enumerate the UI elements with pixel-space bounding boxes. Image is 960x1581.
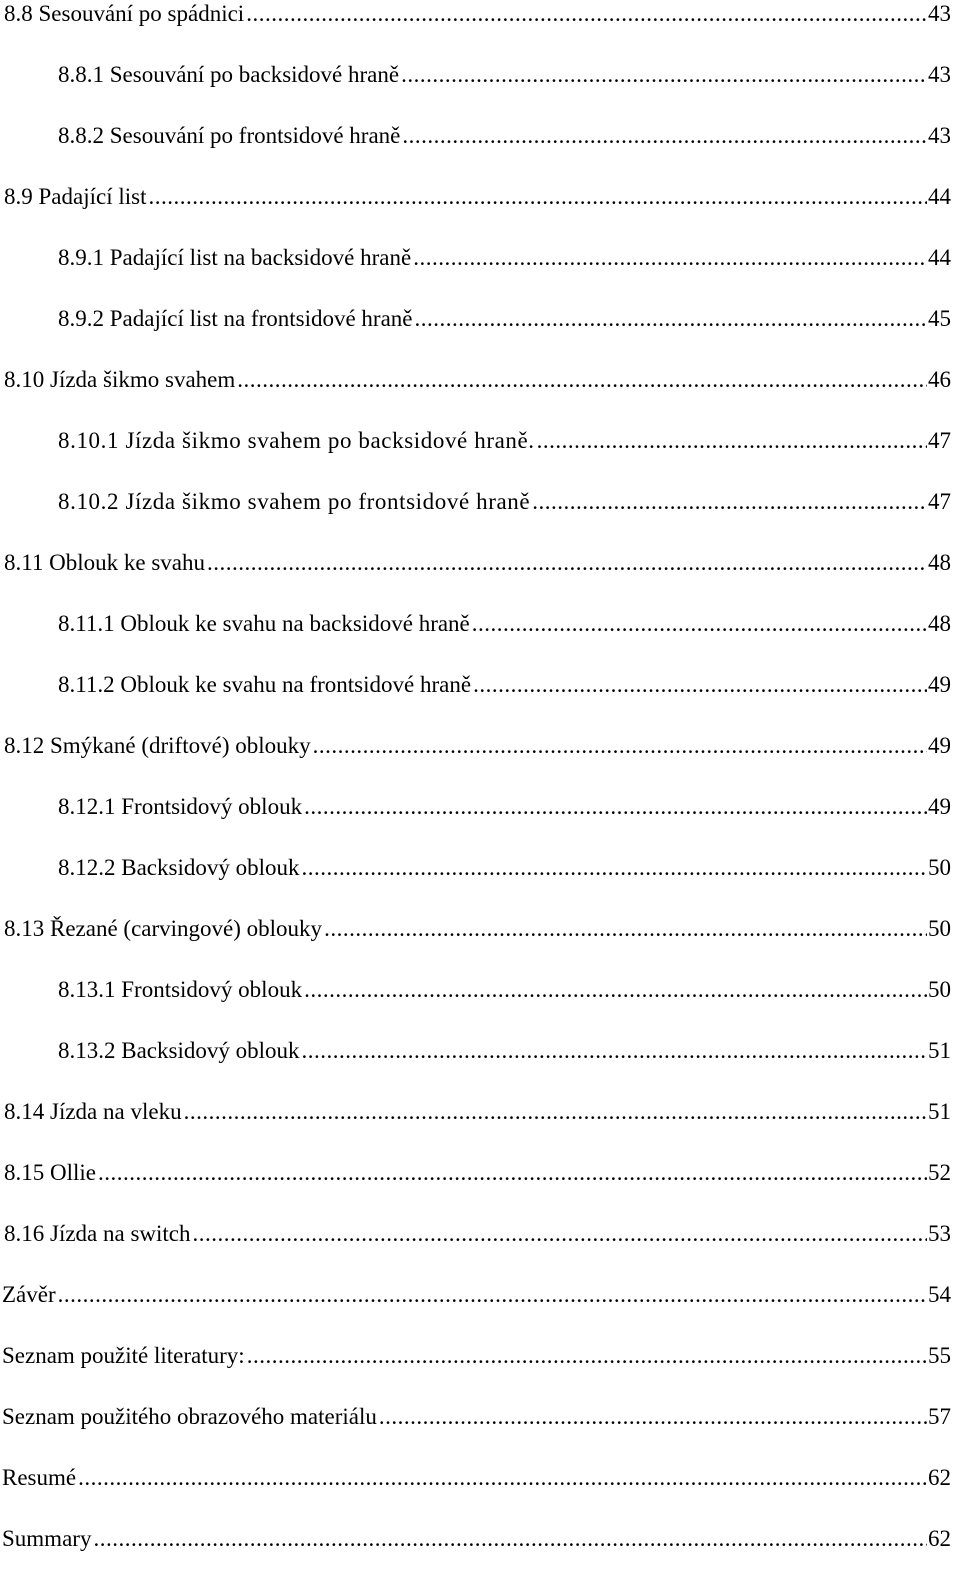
toc-entry-label: 8.15 Ollie [4, 1160, 96, 1185]
toc-entry-label: 8.10.2 Jízda šikmo svahem po frontsidové hraně [58, 489, 531, 514]
dot-leader [537, 421, 927, 461]
toc-entry[interactable] [4, 0, 951, 34]
dot-leader [313, 726, 927, 766]
dot-leader [98, 1153, 927, 1193]
toc-entry[interactable] [4, 1153, 951, 1193]
toc-entry[interactable] [4, 360, 951, 400]
toc-entry-label: Závěr [2, 1282, 56, 1307]
toc-entry-label: 8.8.2 Sesouvání po frontsidové hraně [58, 123, 401, 148]
dot-leader [472, 604, 927, 644]
toc-entry[interactable] [2, 1519, 951, 1559]
toc-entry-page: 50 [928, 977, 951, 1002]
toc-entry[interactable] [4, 543, 951, 583]
dot-leader [302, 1031, 928, 1071]
toc-entry[interactable] [58, 848, 951, 888]
toc-entry[interactable] [4, 1092, 951, 1132]
toc-entry[interactable] [58, 604, 951, 644]
toc-entry-label: 8.11.1 Oblouk ke svahu na backsidové hraně [58, 611, 470, 636]
dot-leader [302, 848, 928, 888]
toc-entry-page: 46 [928, 367, 951, 392]
toc-entry-page: 48 [928, 550, 951, 575]
toc-entry[interactable] [58, 55, 951, 95]
toc-entry[interactable] [58, 665, 951, 705]
toc-entry[interactable] [58, 299, 951, 339]
toc-entry-label: Seznam použité literatury: [2, 1343, 245, 1368]
dot-leader [148, 177, 927, 217]
dot-leader [237, 360, 927, 400]
toc-entry-page: 47 [928, 428, 951, 453]
toc-entry-page: 50 [928, 916, 951, 941]
toc-entry-label: 8.12 Smýkané (driftové) oblouky [4, 733, 311, 758]
toc-entry-page: 44 [928, 184, 951, 209]
toc-entry-page: 48 [928, 611, 951, 636]
dot-leader [304, 970, 927, 1010]
toc-entry-page: 49 [928, 794, 951, 819]
toc-entry-page: 47 [928, 489, 951, 514]
toc-entry[interactable] [58, 482, 951, 522]
toc-entry[interactable] [2, 1397, 951, 1437]
toc-entry[interactable] [58, 116, 951, 156]
toc-entry-label: 8.10.1 Jízda šikmo svahem po backsidové hraně. [58, 428, 535, 453]
toc-entry-label: 8.8.1 Sesouvání po backsidové hraně [58, 62, 400, 87]
toc-entry[interactable] [58, 238, 951, 278]
dot-leader [324, 909, 927, 949]
toc-entry-page: 49 [928, 733, 951, 758]
toc-entry-page: 55 [928, 1343, 951, 1368]
dot-leader [93, 1519, 927, 1559]
toc-entry[interactable] [2, 1275, 951, 1315]
dot-leader [379, 1397, 927, 1437]
toc-entry-page: 49 [928, 672, 951, 697]
toc-entry-label: Summary [2, 1526, 92, 1551]
dot-leader [415, 299, 927, 339]
dot-leader [413, 238, 927, 278]
toc-entry[interactable] [2, 1458, 951, 1498]
toc-entry-label: 8.9 Padající list [4, 184, 147, 209]
dot-leader [247, 1336, 927, 1376]
toc-entry[interactable] [4, 726, 951, 766]
toc-entry[interactable] [58, 970, 951, 1010]
dot-leader [78, 1458, 927, 1498]
dot-leader [473, 665, 927, 705]
toc-entry-page: 43 [928, 123, 951, 148]
toc-entry-page: 45 [928, 306, 951, 331]
toc-entry-page: 51 [928, 1038, 951, 1063]
toc-entry-label: 8.11 Oblouk ke svahu [4, 550, 206, 575]
toc-entry-label: 8.13.1 Frontsidový oblouk [58, 977, 303, 1002]
dot-leader [402, 116, 927, 156]
toc-entry[interactable] [58, 787, 951, 827]
dot-leader [401, 55, 927, 95]
dot-leader [246, 0, 927, 34]
toc-entry-page: 43 [928, 62, 951, 87]
toc-entry-page: 50 [928, 855, 951, 880]
toc-entry-page: 52 [928, 1160, 951, 1185]
toc-entry[interactable] [4, 1214, 951, 1254]
toc-entry[interactable] [2, 1336, 951, 1376]
toc-entry-page: 51 [928, 1099, 951, 1124]
toc-entry-page: 62 [928, 1465, 951, 1490]
toc-entry[interactable] [58, 1031, 951, 1071]
toc-entry-page: 44 [928, 245, 951, 270]
toc-entry-page: 62 [928, 1526, 951, 1551]
toc-entry-page: 57 [928, 1404, 951, 1429]
toc-entry-label: 8.9.1 Padající list na backsidové hraně [58, 245, 412, 270]
toc-entry-label: 8.10 Jízda šikmo svahem [4, 367, 236, 392]
toc-entry-page: 43 [928, 1, 951, 26]
dot-leader [207, 543, 927, 583]
toc-entry-label: 8.12.1 Frontsidový oblouk [58, 794, 303, 819]
toc-entry-label: Resumé [2, 1465, 77, 1490]
toc-entry-label: 8.9.2 Padající list na frontsidové hraně [58, 306, 413, 331]
toc-entry-label: 8.13 Řezané (carvingové) oblouky [4, 916, 323, 941]
toc-entry-label: 8.11.2 Oblouk ke svahu na frontsidové hraně [58, 672, 472, 697]
toc-entry[interactable] [4, 177, 951, 217]
toc-entry-label: 8.12.2 Backsidový oblouk [58, 855, 300, 880]
toc-entry-page: 53 [928, 1221, 951, 1246]
toc-entry-label: 8.14 Jízda na vleku [4, 1099, 182, 1124]
toc-entry[interactable] [58, 421, 951, 461]
toc-entry-label: Seznam použitého obrazového materiálu [2, 1404, 377, 1429]
dot-leader [193, 1214, 927, 1254]
toc-entry-page: 54 [928, 1282, 951, 1307]
dot-leader [184, 1092, 927, 1132]
toc-entry-label: 8.16 Jízda na switch [4, 1221, 191, 1246]
toc-entry-label: 8.13.2 Backsidový oblouk [58, 1038, 300, 1063]
dot-leader [304, 787, 927, 827]
toc-entry[interactable] [4, 909, 951, 949]
dot-leader [58, 1275, 927, 1315]
dot-leader [532, 482, 927, 522]
toc-entry-label: 8.8 Sesouvání po spádnici [4, 1, 245, 26]
